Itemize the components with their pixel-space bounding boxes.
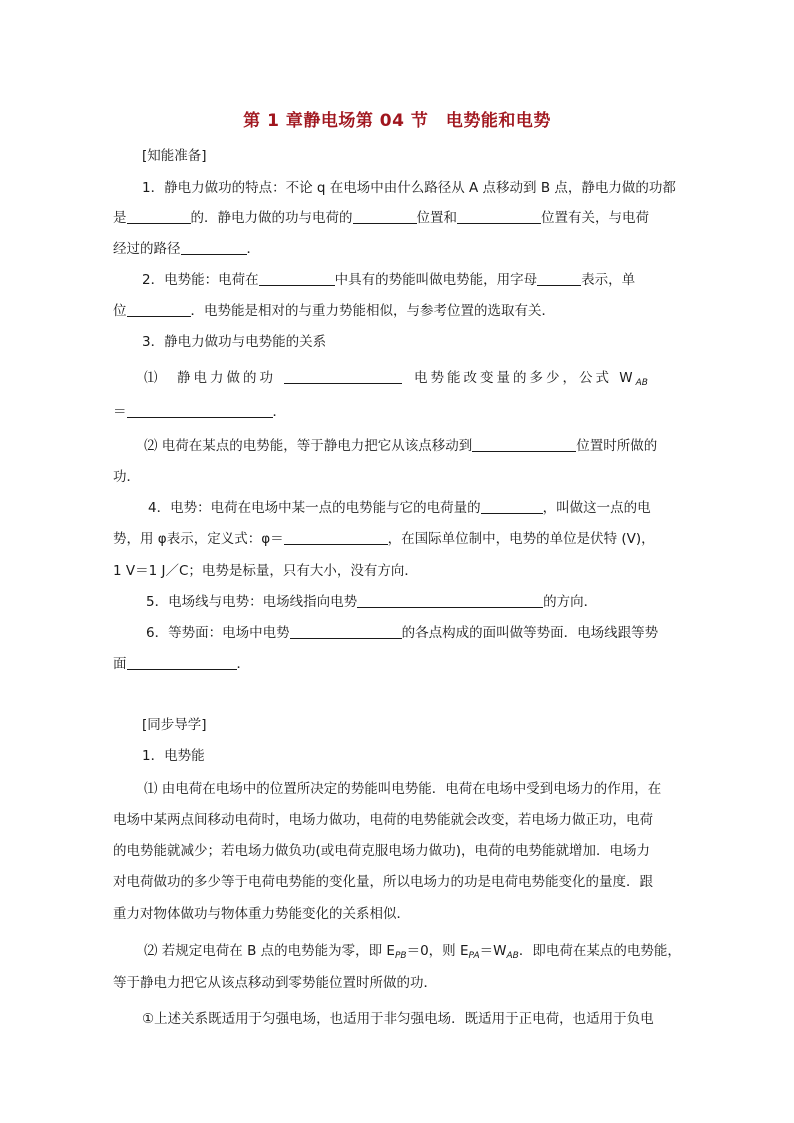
fill-blank[interactable] — [127, 302, 191, 317]
paragraph-4-line-2: 势，用 φ表示，定义式：φ＝ ，在国际单位制中，电势的单位是伏特 (V)， — [113, 531, 655, 547]
fill-blank[interactable] — [353, 209, 417, 224]
fill-blank[interactable] — [284, 530, 388, 545]
body-line: 对电荷做功的多少等于电荷电势能的变化量，所以电场力的功是电荷电势能变化的量度．跟 — [113, 874, 653, 890]
fill-blank[interactable] — [127, 403, 273, 418]
body-line: 等于静电力把它从该点移动到零势能位置时所做的功． — [113, 975, 437, 991]
paragraph-1-line-1: 1．静电力做功的特点：不论 q 在电场中由什么路径从 A 点移动到 B 点，静电力做的功都 — [142, 180, 676, 196]
paragraph-3-sub-2-line-2: 功． — [113, 469, 140, 485]
section-heading-preparation: [知能准备] — [142, 148, 207, 164]
body-line-formula: ⑵ 若规定电荷在 B 点的电势能为零，即 $E_{PB}=0$，则 $E_{PA}=W_{AB}$．即电荷在某点的电势能， — [144, 943, 681, 961]
fill-blank[interactable] — [481, 499, 543, 514]
body-line: 的电势能就减少；若电场力做负功(或电荷克服电场力做功)，电荷的电势能就增加．电场力 — [113, 843, 651, 859]
fill-blank[interactable] — [181, 240, 247, 255]
subsection-heading-potential-energy: 1．电势能 — [142, 748, 205, 764]
paragraph-6-line-2: 面 ． — [113, 656, 250, 672]
paragraph-3-sub-2-line-1: ⑵ 电荷在某点的电势能，等于静电力把它从该点移动到 位置时所做的 — [144, 438, 658, 454]
paragraph-3-sub-1-line-2: ＝ ． — [113, 404, 286, 420]
fill-blank[interactable] — [127, 655, 237, 670]
fill-blank[interactable] — [457, 209, 541, 224]
fill-blank[interactable] — [290, 624, 402, 639]
paragraph-6-line-1: 6．等势面：电场中电势 的各点构成的面叫做等势面．电场线跟等势 — [146, 625, 659, 641]
body-line: ①上述关系既适用于匀强电场，也适用于非匀强电场．既适用于正电荷，也适用于负电 — [142, 1011, 654, 1027]
fill-blank[interactable] — [537, 271, 581, 286]
paragraph-5: 5．电场线与电势：电场线指向电势 的方向． — [146, 594, 598, 610]
fill-blank[interactable] — [357, 593, 543, 608]
paragraph-1-line-2: 是 的．静电力做的功与电荷的 位置和 位置有关，与电荷 — [113, 210, 649, 226]
section-heading-guided-study: [同步导学] — [142, 717, 207, 733]
paragraph-3-sub-1-line-1: ⑴ 静电力做的功 电势能改变量的多少，公式 $W_{AB}$ — [144, 370, 648, 388]
body-line: 重力对物体做功与物体重力势能变化的关系相似． — [113, 906, 410, 922]
body-line: ⑴ 由电荷在电场中的位置所决定的势能叫电势能．电荷在电场中受到电场力的作用，在 — [144, 781, 662, 797]
paragraph-1-line-3: 经过的路径 ． — [113, 241, 260, 257]
paragraph-4-line-1: 4．电势：电荷在电场中某一点的电势能与它的电荷量的 ，叫做这一点的电 — [148, 500, 651, 516]
paragraph-2-line-2: 位 ．电势能是相对的与重力势能相似，与参考位置的选取有关． — [113, 303, 555, 319]
fill-blank[interactable] — [284, 369, 402, 384]
page-title: 第 1 章静电场第 04 节 电势能和电势 — [243, 111, 551, 131]
paragraph-4-line-3: 1 V＝1 J／C；电势是标量，只有大小，没有方向． — [113, 563, 418, 579]
fill-blank[interactable] — [259, 271, 335, 286]
fill-blank[interactable] — [127, 209, 191, 224]
body-line: 电场中某两点间移动电荷时，电场力做功，电荷的电势能就会改变，若电场力做正功，电荷 — [113, 812, 653, 828]
paragraph-2-line-1: 2．电势能：电荷在 中具有的势能叫做电势能，用字母 表示，单 — [142, 272, 636, 288]
fill-blank[interactable] — [472, 437, 576, 452]
paragraph-3-heading: 3．静电力做功与电势能的关系 — [142, 334, 327, 350]
